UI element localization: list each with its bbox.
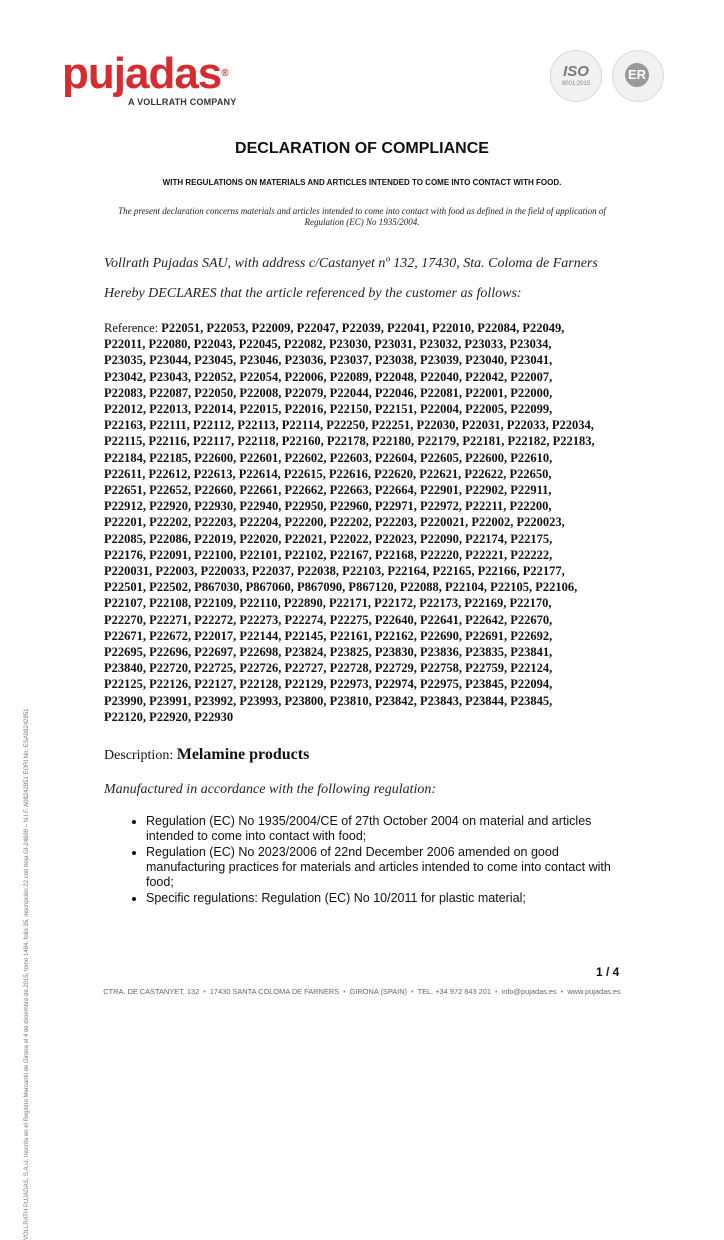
intro-paragraph: The present declaration concerns materials and articles intended to come into contact with food as defined in the field of application of Regulation (EC) No 1935/2004.	[118, 206, 606, 227]
manufactured-line: Manufactured in accordance with the following regulation:	[104, 782, 437, 797]
company-logo	[62, 49, 237, 107]
iso-certification-badge	[550, 50, 602, 102]
footer-website: www.pujadas.es	[567, 987, 621, 996]
footer-street: CTRA. DE CASTANYET, 132	[103, 987, 200, 996]
regulation-list	[128, 814, 616, 907]
footer-separator: •	[560, 987, 564, 996]
document-subtitle: WITH REGULATIONS ON MATERIALS AND ARTICLES INTENDED TO COME INTO CONTACT WITH FOOD.	[162, 178, 562, 187]
footer-separator: •	[494, 987, 498, 996]
iso-standard: 9001:2015	[561, 81, 591, 87]
er-certification-badge	[612, 50, 664, 102]
declaration-line: Hereby DECLARES that the article referenced by the customer as follows:	[104, 286, 522, 301]
logo-tagline: A VOLLRATH COMPANY	[128, 97, 237, 107]
page-number: 1 / 4	[596, 965, 620, 979]
footer-phone: TEL. +34 972 843 201	[417, 987, 491, 996]
logo-word: pujadas	[62, 49, 222, 98]
reference-label: Reference:	[104, 321, 162, 335]
logo-wordmark	[62, 49, 236, 98]
reference-codes: P22051, P22053, P22009, P22047, P22039, P22041, P22010, P22084, P22049, P22011, P22080, P22043, P22045, P22082, P23030, P23031, P23032, P23033, P23034, P23035, P23044, P23045, P23046, P23036, P23037, P23038, P23039, P23040, P23041, P23042, P23043, P22052, P22054, P22006, P22089, P22048, P22040, P22042, P22007, P22083, P22087, P22050, P22008, P22079, P22044, P22046, P22081, P22001, P22000, P22012, P22013, P22014, P22015, P22016, P22150, P22151, P22004, P22005, P22099, P22163, P22111, P22112, P22113, P22114, P22250, P22251, P22030, P22031, P22033, P22034, P22115, P22116, P22117, P22118, P22160, P22178, P22180, P22179, P22181, P22182, P22183, P22184, P22185, P22600, P22601, P22602, P22603, P22604, P22605, P22600, P22610, P22611, P22612, P22613, P22614, P22615, P22616, P22620, P22621, P22622, P22650, P22651, P22652, P22660, P22661, P22662, P22663, P22664, P22901, P22902, P22911, P22912, P22920, P22930, P22940, P22950, P22960, P22971, P22972, P22211, P22200, P22201, P22202, P22203, P22204, P22200, P22202, P22203, P220021, P22002, P220023, P22085, P22086, P22019, P22020, P22021, P22022, P22023, P22090, P22174, P22175, P22176, P22091, P22100, P22101, P22102, P22167, P22168, P22220, P22221, P22222, P220031, P22003, P220033, P22037, P22038, P22103, P22164, P22165, P22166, P22177, P22501, P22502, P867030, P867060, P867090, P867120, P22088, P22104, P22105, P22106, P22107, P22108, P22109, P22110, P22890, P22171, P22172, P22173, P22169, P22170, P22270, P22271, P22272, P22273, P22274, P22275, P22640, P22641, P22642, P22670, P22671, P22672, P22017, P22144, P22145, P22161, P22162, P22690, P22691, P22692, P22695, P22696, P22697, P22698, P23824, P23825, P23830, P23836, P23835, P23841, P23840, P22720, P22725, P22726, P22727, P22728, P22729, P22758, P22759, P22124, P22125, P22126, P22127, P22128, P22129, P22973, P22974, P22975, P23845, P22094, P23990, P23991, P23992, P23993, P23800, P23810, P23842, P23843, P23844, P23845, P22120, P22920, P22930	[104, 321, 595, 724]
footer-email: info@pujadas.es	[501, 987, 557, 996]
footer-city: 17430 SANTA COLOMA DE FARNERS	[209, 987, 340, 996]
regulation-item: • Regulation (EC) No 1935/2004/CE of 27th October 2004 on material and articles intended to come into contact with food;	[146, 814, 616, 844]
iso-label: ISO	[563, 63, 589, 80]
registered-mark: ®	[221, 68, 228, 79]
description-value: Melamine products	[176, 746, 310, 763]
regulation-item: • Regulation (EC) No 2023/2006 of 22nd December 2006 amended on good manufacturing practices for materials and articles intended to come into contact with food;	[146, 845, 616, 890]
document-title: DECLARATION OF COMPLIANCE	[235, 140, 489, 157]
regulation-item: • Specific regulations: Regulation (EC) No 10/2011 for plastic material;	[146, 891, 616, 906]
footer-separator: •	[411, 987, 414, 996]
description-label: Description:	[104, 748, 177, 763]
er-label: ER	[625, 63, 649, 87]
description-line	[104, 746, 309, 764]
footer-region: GIRONA (SPAIN)	[349, 987, 408, 996]
company-address-line: Vollrath Pujadas SAU, with address c/Castanyet nº 132, 17430, Sta. Coloma de Farners	[104, 256, 598, 271]
footer-separator: •	[343, 987, 346, 996]
reference-block	[104, 320, 596, 725]
footer-separator: •	[203, 987, 206, 996]
legal-registration-text: VOLLRATH PUJADAS, S.A.U. Inscrita en el Registro Mercantil de Girona el 4 de diciembre de 2015, tomo 1484, folio 35, inscripción 22 con hoja GI-24699 – N.I.F. A08242851 EORI No. ESA08242851	[24, 708, 30, 1240]
page-footer	[0, 987, 724, 996]
